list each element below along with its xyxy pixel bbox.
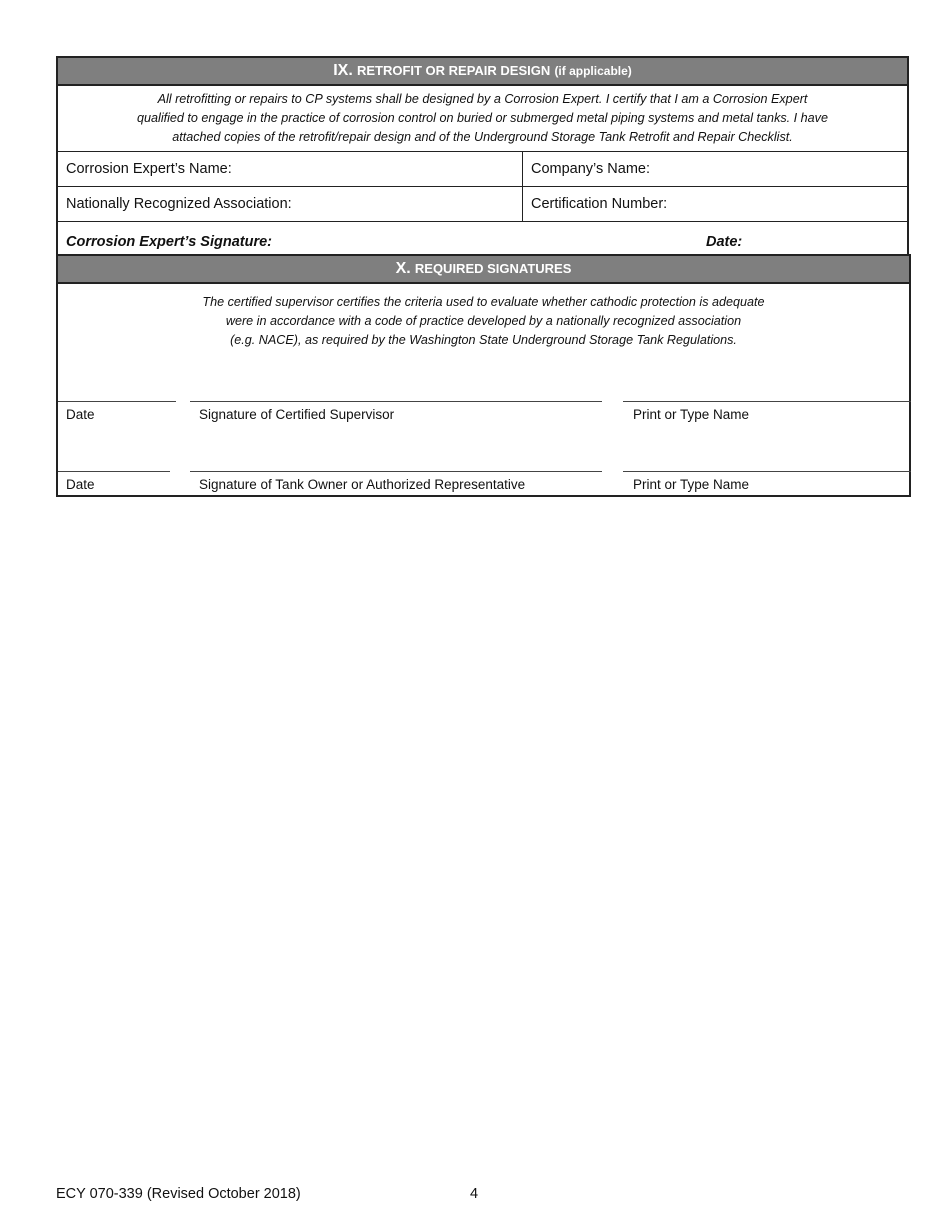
section-ix-number: IX. [333,62,353,79]
owner-signature-line[interactable] [190,471,602,472]
supervisor-signature-label: Signature of Certified Supervisor [199,407,395,422]
section-ix-intro-line: All retrofitting or repairs to CP systems shall be designed by a Corrosion Expert. I certify that I am a Corrosion Expert [157,92,808,106]
section-x-number: X. [395,260,411,277]
form-id: ECY 070-339 (Revised October 2018) [56,1186,301,1202]
section-ix-intro-line: attached copies of the retrofit/repair design and of the Underground Storage Tank Retrofit and Repair Checklist. [172,130,793,144]
section-ix-intro-line: qualified to engage in the practice of corrosion control on buried or submerged metal piping systems and metal tanks. I have [137,111,828,125]
page-number: 4 [470,1186,479,1202]
supervisor-signature-line[interactable] [190,401,602,402]
supervisor-date-label: Date [66,407,95,422]
owner-date-label: Date [66,477,95,492]
section-ix-header [58,58,907,86]
section-ix-retrofit-repair [56,56,909,256]
owner-print-name-label: Print or Type Name [633,477,750,492]
owner-signature-label: Signature of Tank Owner or Authorized Representative [199,477,526,492]
section-ix-title: RETROFIT OR REPAIR DESIGN [356,63,551,78]
section-ix-certification-text [58,86,907,152]
section-x-intro-line: The certified supervisor certifies the criteria used to evaluate whether cathodic protection is adequate [202,295,765,309]
section-x-intro-line: (e.g. NACE), as required by the Washington State Underground Storage Tank Regulations. [230,333,737,347]
owner-date-line[interactable] [58,471,170,472]
section-x-certification-text [58,284,909,350]
expert-company-row [58,152,907,187]
corrosion-expert-name-field[interactable]: Corrosion Expert’s Name: [58,152,523,186]
supervisor-print-name-label: Print or Type Name [633,407,750,422]
supervisor-print-name-line[interactable] [623,401,911,402]
section-ix-note: (if applicable) [554,64,632,78]
section-x-title: REQUIRED SIGNATURES [414,261,572,276]
association-field[interactable]: Nationally Recognized Association: [58,187,523,221]
owner-print-name-line[interactable] [623,471,911,472]
expert-signature-field[interactable]: Corrosion Expert’s Signature: [66,233,272,250]
association-cert-row [58,187,907,222]
section-x-intro-line: were in accordance with a code of practice developed by a nationally recognized association [225,314,742,328]
supervisor-date-line[interactable] [58,401,176,402]
section-x-header [58,256,909,284]
expert-date-field[interactable]: Date: [706,233,743,250]
certification-number-field[interactable]: Certification Number: [531,196,668,212]
company-name-field[interactable]: Company’s Name: [531,161,651,177]
section-x-required-signatures [56,254,911,497]
